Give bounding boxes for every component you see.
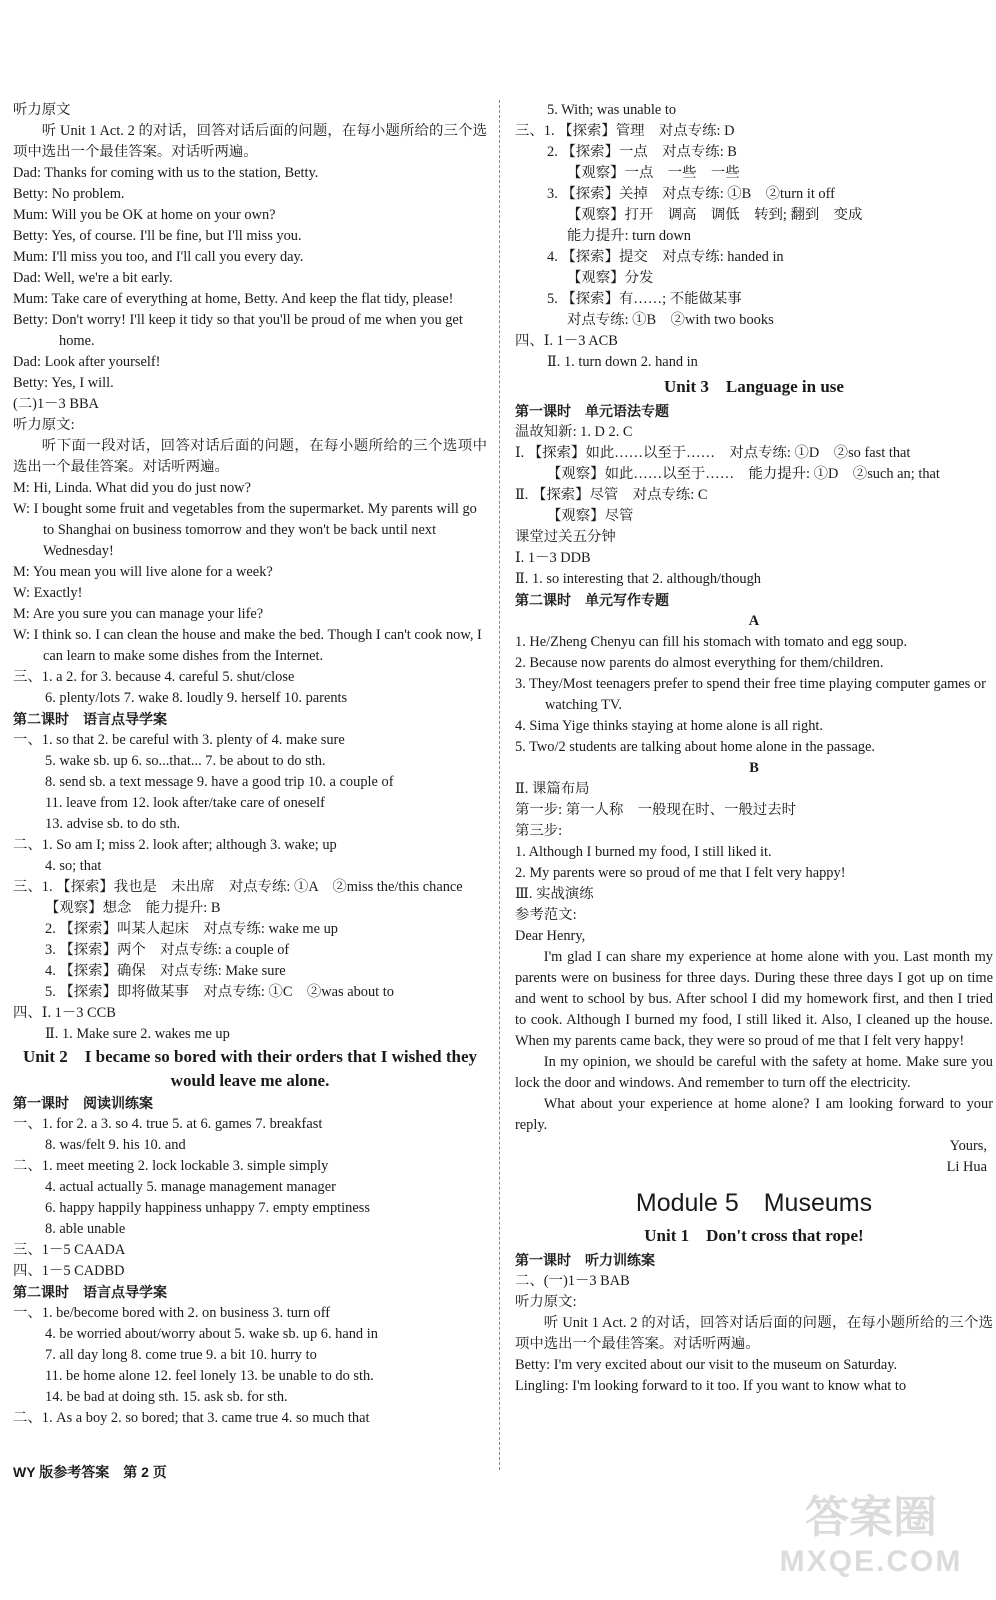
text-line: Dear Henry, — [515, 928, 586, 944]
text-line: 14. be bad at doing sth. 15. ask sb. for sth. — [45, 1389, 288, 1405]
text-line: 听力原文 — [13, 102, 71, 118]
text-line: 对点专练: ①B ②with two books — [567, 312, 774, 328]
text-line: 3. They/Most teenagers prefer to spend their free time playing computer games or watching TV. — [515, 676, 986, 713]
text-line: 第一课时 阅读训练案 — [13, 1095, 153, 1111]
text-line: 8. able unable — [45, 1221, 126, 1237]
watermark-logo — [766, 1490, 976, 1590]
text-line: 三、1. 【探索】我也是 未出席 对点专练: ①A ②miss the/this chance — [13, 879, 463, 895]
watermark-line2: MXQE.COM — [779, 1545, 963, 1578]
text-line: W: I think so. I can clean the house and make the bed. Though I can't cook now, I can learn to make some dishes from the Internet. — [13, 627, 482, 664]
text-line: Dad: Thanks for coming with us to the station, Betty. — [13, 165, 319, 181]
text-line: Mum: Take care of everything at home, Betty. And keep the flat tidy, please! — [13, 291, 454, 307]
text-line: 温故知新: 1. D 2. C — [515, 424, 633, 440]
text-line: Yours, — [949, 1138, 987, 1154]
text-line: 一、1. for 2. a 3. so 4. true 5. at 6. games 7. breakfast — [13, 1116, 323, 1132]
text-line: Dad: Well, we're a bit early. — [13, 270, 173, 286]
text-line: 能力提升: turn down — [567, 228, 691, 244]
text-line: Ⅱ. 课篇布局 — [515, 781, 590, 797]
left-column — [13, 100, 487, 1429]
text-line: 第三步: — [515, 823, 563, 839]
text-line: Mum: Will you be OK at home on your own? — [13, 207, 276, 223]
text-line: 11. be home alone 12. feel lonely 13. be unable to do sth. — [45, 1368, 374, 1384]
text-line: 11. leave from 12. look after/take care of oneself — [45, 795, 325, 811]
text-line: 第一课时 听力训练案 — [515, 1252, 655, 1268]
text-line: 一、1. so that 2. be careful with 3. plenty of 4. make sure — [13, 732, 345, 748]
text-line: 7. all day long 8. come true 9. a bit 10. hurry to — [45, 1347, 317, 1363]
text-line: 4. Sima Yige thinks staying at home alone is all right. — [515, 718, 824, 734]
text-line: 二、(一)1－3 BAB — [515, 1273, 630, 1289]
text-line: 参考范文: — [515, 907, 577, 923]
text-line: 1. Although I burned my food, I still liked it. — [515, 844, 772, 860]
text-line: 【观察】分发 — [567, 270, 654, 286]
text-line: 【观察】如此……以至于…… 能力提升: ①D ②such an; that — [547, 466, 940, 482]
text-line: What about your experience at home alone? I am looking forward to your reply. — [515, 1096, 993, 1133]
text-line: 听力原文: — [515, 1294, 577, 1310]
text-line: 二、1. So am I; miss 2. look after; although 3. wake; up — [13, 837, 337, 853]
text-line: 3. 【探索】两个 对点专练: a couple of — [45, 942, 290, 958]
text-line: 8. was/felt 9. his 10. and — [45, 1137, 186, 1153]
text-line: 听力原文: — [13, 417, 75, 433]
text-line: Ⅰ. 【探索】如此……以至于…… 对点专练: ①D ②so fast that — [515, 445, 911, 461]
text-line: 三、1. 【探索】管理 对点专练: D — [515, 123, 735, 139]
text-line: 二、1. As a boy 2. so bored; that 3. came true 4. so much that — [13, 1410, 370, 1426]
text-line: 三、1. a 2. for 3. because 4. careful 5. shut/close — [13, 669, 295, 685]
text-line: 四、Ⅰ. 1－3 CCB — [13, 1005, 116, 1021]
text-line: Betty: No problem. — [13, 186, 125, 202]
text-line: 第二课时 语言点导学案 — [13, 711, 167, 727]
text-line: B — [749, 760, 759, 776]
text-line: 三、1－5 CAADA — [13, 1242, 126, 1258]
text-line: Ⅰ. 1－3 DDB — [515, 550, 591, 566]
text-line: 13. advise sb. to do sth. — [45, 816, 181, 832]
text-line: 5. wake sb. up 6. so...that... 7. be about to do sth. — [45, 753, 326, 769]
text-line: Betty: Yes, I will. — [13, 375, 114, 391]
text-line: Betty: I'm very excited about our visit to the museum on Saturday. — [515, 1357, 898, 1373]
text-line: 【观察】想念 能力提升: B — [45, 900, 221, 916]
text-line: Module 5 Museums — [635, 1189, 873, 1217]
text-line: Dad: Look after yourself! — [13, 354, 161, 370]
text-line: Li Hua — [946, 1159, 987, 1175]
text-line: 3. 【探索】关掉 对点专练: ①B ②turn it off — [547, 186, 835, 202]
text-line: Lingling: I'm looking forward to it too. If you want to know what to — [515, 1378, 907, 1394]
text-line: 一、1. be/become bored with 2. on business 3. turn off — [13, 1305, 331, 1321]
text-line: 4. actual actually 5. manage management manager — [45, 1179, 336, 1195]
text-line: 5. Two/2 students are talking about home alone in the passage. — [515, 739, 876, 755]
text-line: 听 Unit 1 Act. 2 的对话，回答对话后面的问题，在每小题所给的三个选项中选出一个最佳答案。对话听两遍。 — [515, 1315, 993, 1352]
text-line: 【观察】打开 调高 调低 转到; 翻到 变成 — [567, 207, 863, 223]
text-line: Ⅱ. 1. turn down 2. hand in — [547, 354, 698, 370]
text-line: I'm glad I can share my experience at home alone with you. Last month my parents were on business for three days. During these three days I got up on time and went to school by bus. After school I did my homework first, and then I tried to cook. Although I burned my food, I still liked it. Also, I cleaned up the house. When my parents came back, they were so proud of me that I felt very happy! — [515, 949, 993, 1049]
text-line: 4. be worried about/worry about 5. wake sb. up 6. hand in — [45, 1326, 378, 1342]
text-line: 第一课时 单元语法专题 — [515, 403, 669, 419]
page-footer: WY 版参考答案 第 2 页 — [13, 1464, 167, 1480]
right-column — [515, 100, 993, 1397]
text-line: 6. happy happily happiness unhappy 7. empty emptiness — [45, 1200, 370, 1216]
text-line: 5. 【探索】有……; 不能做某事 — [547, 291, 742, 307]
text-line: 课堂过关五分钟 — [515, 529, 616, 545]
text-line: Mum: I'll miss you too, and I'll call you every day. — [13, 249, 304, 265]
text-line: W: I bought some fruit and vegetables from the supermarket. My parents will go to Shanghai on business tomorrow and they won't be back until next Wednesday! — [13, 501, 477, 559]
watermark-line1: 答案圈 — [805, 1493, 937, 1542]
text-line: 8. send sb. a text message 9. have a good trip 10. a couple of — [45, 774, 394, 790]
text-line: 6. plenty/lots 7. wake 8. loudly 9. herself 10. parents — [45, 690, 348, 706]
text-line: 第一步: 第一人称 一般现在时、一般过去时 — [515, 802, 797, 818]
text-line: Betty: Don't worry! I'll keep it tidy so that you'll be proud of me when you get home. — [13, 312, 463, 349]
text-line: M: Hi, Linda. What did you do just now? — [13, 480, 251, 496]
text-line: 【观察】尽管 — [547, 508, 634, 524]
text-line: Ⅱ. 1. Make sure 2. wakes me up — [45, 1026, 230, 1042]
text-line: Unit 2 I became so bored with their orders that I wished they would leave me alone. — [22, 1047, 478, 1090]
text-line: 四、1－5 CADBD — [13, 1263, 125, 1279]
text-line: 2. My parents were so proud of me that I felt very happy! — [515, 865, 846, 881]
text-line: 2. 【探索】一点 对点专练: B — [547, 144, 737, 160]
text-line: Betty: Yes, of course. I'll be fine, but I'll miss you. — [13, 228, 302, 244]
text-line: 第二课时 语言点导学案 — [13, 1284, 167, 1300]
text-line: Ⅲ. 实战演练 — [515, 886, 594, 902]
text-line: 【观察】一点 一些 一些 — [567, 165, 740, 181]
text-line: 1. He/Zheng Chenyu can fill his stomach with tomato and egg soup. — [515, 634, 908, 650]
text-line: 4. so; that — [45, 858, 102, 874]
text-line: 2. Because now parents do almost everything for them/children. — [515, 655, 884, 671]
text-line: Unit 1 Don't cross that rope! — [644, 1226, 864, 1245]
text-line: 2. 【探索】叫某人起床 对点专练: wake me up — [45, 921, 338, 937]
text-line: (二)1－3 BBA — [13, 396, 99, 412]
text-line: In my opinion, we should be careful with the safety at home. Make sure you lock the door and windows. And remember to turn off the electricity. — [515, 1054, 993, 1091]
text-line: 听下面一段对话，回答对话后面的问题，在每小题所给的三个选项中选出一个最佳答案。对话听两遍。 — [13, 438, 487, 475]
text-line: M: Are you sure you can manage your life? — [13, 606, 264, 622]
text-line: A — [748, 613, 760, 629]
text-line: Ⅱ. 【探索】尽管 对点专练: C — [515, 487, 708, 503]
text-line: 4. 【探索】提交 对点专练: handed in — [547, 249, 784, 265]
text-line: 四、Ⅰ. 1－3 ACB — [515, 333, 618, 349]
column-divider — [499, 100, 500, 1470]
text-line: W: Exactly! — [13, 585, 83, 601]
text-line: Ⅱ. 1. so interesting that 2. although/though — [515, 571, 762, 587]
text-line: 5. 【探索】即将做某事 对点专练: ①C ②was about to — [45, 984, 394, 1000]
text-line: Unit 3 Language in use — [664, 377, 844, 396]
text-line: 4. 【探索】确保 对点专练: Make sure — [45, 963, 286, 979]
text-line: 二、1. meet meeting 2. lock lockable 3. simple simply — [13, 1158, 329, 1174]
text-line: 5. With; was unable to — [547, 102, 677, 118]
text-line: M: You mean you will live alone for a week? — [13, 564, 273, 580]
text-line: 听 Unit 1 Act. 2 的对话，回答对话后面的问题，在每小题所给的三个选项中选出一个最佳答案。对话听两遍。 — [13, 123, 487, 160]
text-line: 第二课时 单元写作专题 — [515, 592, 669, 608]
